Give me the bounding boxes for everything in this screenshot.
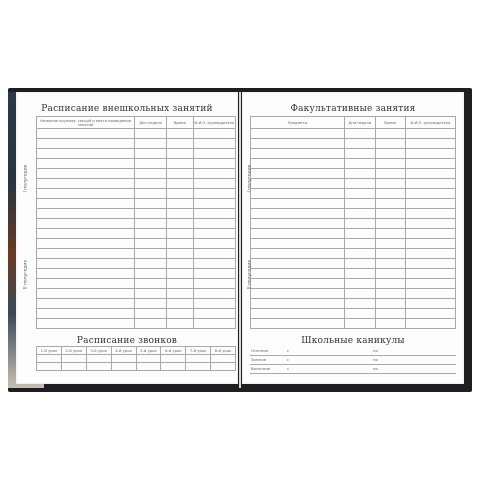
- table-cell: [345, 229, 375, 239]
- table-cell: [345, 279, 375, 289]
- table-cell: [375, 169, 405, 179]
- table-cell: [251, 239, 345, 249]
- table-cell: [193, 189, 235, 199]
- table-row: [37, 199, 236, 209]
- table-cell: [167, 189, 193, 199]
- table-cell: [405, 299, 455, 309]
- table-cell: [251, 289, 345, 299]
- table-cell: [375, 129, 405, 139]
- table-cell: [134, 249, 166, 259]
- bell-lesson-6: 6-й урок: [161, 347, 186, 355]
- table-cell: [251, 129, 345, 139]
- table-cell: [167, 299, 193, 309]
- table-cell: [167, 289, 193, 299]
- table-cell: [193, 309, 235, 319]
- table-cell: [167, 259, 193, 269]
- table-cell: [345, 159, 375, 169]
- col-header-time: Время: [167, 117, 193, 129]
- table-row: [37, 139, 236, 149]
- table-row: [37, 269, 236, 279]
- table-cell: [251, 219, 345, 229]
- bell-lesson-1: 1-й урок: [37, 347, 62, 355]
- table-cell: [134, 239, 166, 249]
- table-cell: [345, 169, 375, 179]
- table-cell: [375, 209, 405, 219]
- bell-cell: [61, 363, 86, 371]
- table-cell: [193, 319, 235, 329]
- table-row: [37, 289, 236, 299]
- bell-cell: [111, 355, 136, 363]
- table-cell: [193, 199, 235, 209]
- table-cell: [37, 129, 135, 139]
- table-row: [37, 229, 236, 239]
- table-cell: [405, 279, 455, 289]
- table-row: [37, 159, 236, 169]
- table-cell: [345, 289, 375, 299]
- table-row: [251, 309, 456, 319]
- table-cell: [345, 259, 375, 269]
- table-cell: [134, 189, 166, 199]
- table-cell: [167, 129, 193, 139]
- table-cell: [134, 259, 166, 269]
- table-cell: [167, 139, 193, 149]
- electives-table: [247, 116, 456, 329]
- col-header-time: Время: [375, 117, 405, 129]
- bell-cell: [111, 363, 136, 371]
- left-page: [16, 92, 238, 384]
- vacation-name: Зимние: [250, 355, 286, 364]
- table-cell: [251, 139, 345, 149]
- vacations-title: Школьные каникулы: [301, 336, 405, 346]
- table-cell: [405, 289, 455, 299]
- table-cell: [375, 139, 405, 149]
- table-cell: [167, 199, 193, 209]
- table-cell: [251, 189, 345, 199]
- vacation-to: по: [372, 355, 456, 364]
- table-cell: [134, 279, 166, 289]
- table-cell: [167, 229, 193, 239]
- vacation-name: Весенние: [250, 364, 286, 373]
- first-half-label: I полугодие: [23, 164, 29, 193]
- table-row: [251, 159, 456, 169]
- table-cell: [37, 239, 135, 249]
- table-cell: [405, 239, 455, 249]
- table-cell: [37, 199, 135, 209]
- vacation-name: Осенние: [250, 346, 286, 355]
- vacation-row: [250, 355, 456, 364]
- bell-cell: [161, 355, 186, 363]
- table-cell: [251, 209, 345, 219]
- table-cell: [193, 229, 235, 239]
- table-row: [37, 319, 236, 329]
- table-cell: [193, 179, 235, 189]
- table-cell: [251, 169, 345, 179]
- table-cell: [134, 179, 166, 189]
- table-cell: [37, 209, 135, 219]
- bell-cell: [37, 363, 62, 371]
- table-cell: [375, 309, 405, 319]
- second-half-label: II полугодие: [23, 259, 29, 290]
- table-cell: [134, 159, 166, 169]
- table-cell: [193, 209, 235, 219]
- bell-cell: [186, 355, 211, 363]
- table-row: [251, 199, 456, 209]
- table-cell: [37, 189, 135, 199]
- table-cell: [345, 249, 375, 259]
- table-cell: [134, 129, 166, 139]
- table-row: [251, 269, 456, 279]
- table-cell: [134, 319, 166, 329]
- table-cell: [167, 159, 193, 169]
- table-cell: [193, 299, 235, 309]
- first-half-label: I полугодие: [247, 164, 253, 193]
- table-cell: [405, 309, 455, 319]
- table-row: [251, 319, 456, 329]
- table-row: [251, 229, 456, 239]
- table-cell: [193, 279, 235, 289]
- bells-title: Расписание звонков: [76, 336, 178, 346]
- table-cell: [251, 279, 345, 289]
- table-cell: [37, 269, 135, 279]
- table-cell: [345, 269, 375, 279]
- table-cell: [375, 219, 405, 229]
- table-row: [251, 259, 456, 269]
- table-cell: [37, 219, 135, 229]
- table-cell: [167, 319, 193, 329]
- table-cell: [375, 159, 405, 169]
- vacation-to: по: [372, 346, 456, 355]
- table-cell: [134, 229, 166, 239]
- table-row: [251, 239, 456, 249]
- table-cell: [251, 319, 345, 329]
- table-cell: [405, 219, 455, 229]
- table-cell: [375, 299, 405, 309]
- table-row: [37, 169, 236, 179]
- table-cell: [375, 289, 405, 299]
- table-row: [251, 139, 456, 149]
- table-cell: [37, 299, 135, 309]
- table-cell: [167, 279, 193, 289]
- bell-lesson-2: 2-й урок: [61, 347, 86, 355]
- table-cell: [193, 129, 235, 139]
- extracurricular-table: [36, 116, 236, 329]
- bell-cell: [161, 363, 186, 371]
- table-cell: [375, 189, 405, 199]
- table-cell: [37, 179, 135, 189]
- table-cell: [345, 199, 375, 209]
- bells-table: [36, 346, 236, 371]
- table-cell: [134, 209, 166, 219]
- table-row: [251, 189, 456, 199]
- table-cell: [251, 309, 345, 319]
- right-page: [242, 92, 464, 384]
- table-cell: [345, 179, 375, 189]
- table-row: [37, 149, 236, 159]
- table-cell: [375, 199, 405, 209]
- table-cell: [37, 229, 135, 239]
- table-cell: [405, 149, 455, 159]
- bell-lesson-3: 3-й урок: [86, 347, 111, 355]
- table-cell: [405, 209, 455, 219]
- table-cell: [405, 319, 455, 329]
- table-cell: [37, 249, 135, 259]
- table-row: [37, 179, 236, 189]
- table-row: [37, 259, 236, 269]
- table-row: [251, 279, 456, 289]
- book-spine: [239, 92, 241, 388]
- table-header-row: [37, 117, 236, 129]
- table-cell: [251, 199, 345, 209]
- table-cell: [345, 239, 375, 249]
- bell-cell: [186, 363, 211, 371]
- bell-cell: [86, 355, 111, 363]
- table-cell: [37, 259, 135, 269]
- bell-cell: [136, 363, 161, 371]
- table-cell: [167, 309, 193, 319]
- table-cell: [251, 269, 345, 279]
- table-row: [251, 209, 456, 219]
- col-header-supervisor: Ф.И.О. руководителя: [193, 117, 235, 129]
- table-cell: [134, 199, 166, 209]
- table-cell: [375, 239, 405, 249]
- table-cell: [193, 169, 235, 179]
- table-cell: [167, 219, 193, 229]
- table-cell: [345, 219, 375, 229]
- table-cell: [37, 309, 135, 319]
- table-cell: [345, 299, 375, 309]
- table-cell: [193, 139, 235, 149]
- table-cell: [405, 179, 455, 189]
- table-header-row: [251, 117, 456, 129]
- table-cell: [345, 209, 375, 219]
- table-cell: [134, 299, 166, 309]
- table-cell: [193, 149, 235, 159]
- table-cell: [37, 139, 135, 149]
- vacation-row: [250, 364, 456, 373]
- table-cell: [134, 309, 166, 319]
- bell-lesson-8: 8-й урок: [211, 347, 236, 355]
- table-cell: [345, 319, 375, 329]
- table-cell: [167, 209, 193, 219]
- col-header-clubs: Название кружков, секций и места проведения занятий: [37, 117, 135, 129]
- bell-cell: [61, 355, 86, 363]
- table-cell: [405, 269, 455, 279]
- table-cell: [134, 149, 166, 159]
- vacation-from: с: [286, 355, 372, 364]
- table-cell: [375, 269, 405, 279]
- vacation-row: [250, 346, 456, 355]
- table-cell: [345, 189, 375, 199]
- table-cell: [193, 249, 235, 259]
- table-cell: [251, 179, 345, 189]
- table-cell: [134, 289, 166, 299]
- table-cell: [375, 279, 405, 289]
- table-cell: [167, 149, 193, 159]
- table-cell: [405, 229, 455, 239]
- left-page-title: Расписание внешкольных занятий: [41, 104, 213, 114]
- table-cell: [251, 299, 345, 309]
- bell-lesson-7: 7-й урок: [186, 347, 211, 355]
- table-cell: [405, 249, 455, 259]
- table-row: [37, 239, 236, 249]
- bell-lesson-5: 5-й урок: [136, 347, 161, 355]
- table-cell: [193, 269, 235, 279]
- table-row: [37, 209, 236, 219]
- second-half-label: II полугодие: [247, 259, 253, 290]
- table-cell: [375, 179, 405, 189]
- table-cell: [405, 129, 455, 139]
- bell-lesson-4: 4-й урок: [111, 347, 136, 355]
- table-row: [37, 129, 236, 139]
- bell-cell: [86, 363, 111, 371]
- table-row: [251, 169, 456, 179]
- table-cell: [405, 259, 455, 269]
- table-cell: [251, 159, 345, 169]
- table-row: [251, 299, 456, 309]
- col-header-days: Дни недели: [134, 117, 166, 129]
- table-row: [251, 249, 456, 259]
- col-header-days: Дни недели: [345, 117, 375, 129]
- table-cell: [134, 269, 166, 279]
- table-cell: [251, 249, 345, 259]
- table-cell: [251, 229, 345, 239]
- table-cell: [193, 219, 235, 229]
- table-cell: [375, 249, 405, 259]
- table-cell: [345, 309, 375, 319]
- col-header-subjects: Предметы: [251, 117, 345, 129]
- table-row: [37, 299, 236, 309]
- table-cell: [405, 139, 455, 149]
- vacation-to: по: [372, 364, 456, 373]
- col-header-supervisor: Ф.И.О. руководителя: [405, 117, 455, 129]
- table-cell: [405, 169, 455, 179]
- table-cell: [375, 259, 405, 269]
- table-cell: [37, 149, 135, 159]
- table-cell: [345, 149, 375, 159]
- right-page-title: Факультативные занятия: [290, 104, 416, 114]
- table-row: [37, 189, 236, 199]
- vacations-table: [250, 346, 456, 374]
- table-cell: [375, 229, 405, 239]
- table-row: [251, 179, 456, 189]
- table-cell: [405, 189, 455, 199]
- bell-cell: [211, 363, 236, 371]
- table-row: [251, 219, 456, 229]
- table-cell: [167, 269, 193, 279]
- table-cell: [193, 159, 235, 169]
- bell-cell: [136, 355, 161, 363]
- table-cell: [345, 129, 375, 139]
- bell-cell: [37, 355, 62, 363]
- table-row: [37, 279, 236, 289]
- table-row: [251, 149, 456, 159]
- table-cell: [37, 319, 135, 329]
- table-cell: [193, 289, 235, 299]
- table-cell: [167, 249, 193, 259]
- table-cell: [405, 199, 455, 209]
- table-cell: [167, 239, 193, 249]
- table-cell: [375, 149, 405, 159]
- table-row: [251, 289, 456, 299]
- table-cell: [193, 239, 235, 249]
- table-cell: [37, 159, 135, 169]
- bell-cell: [211, 355, 236, 363]
- table-cell: [251, 149, 345, 159]
- table-cell: [37, 289, 135, 299]
- table-cell: [134, 169, 166, 179]
- table-cell: [134, 139, 166, 149]
- table-cell: [167, 179, 193, 189]
- table-cell: [251, 259, 345, 269]
- table-row: [37, 249, 236, 259]
- table-cell: [345, 139, 375, 149]
- vacation-from: с: [286, 346, 372, 355]
- table-cell: [134, 219, 166, 229]
- table-cell: [37, 279, 135, 289]
- table-cell: [167, 169, 193, 179]
- table-row: [37, 219, 236, 229]
- table-row: [251, 129, 456, 139]
- table-cell: [375, 319, 405, 329]
- table-cell: [37, 169, 135, 179]
- vacation-from: с: [286, 364, 372, 373]
- table-cell: [405, 159, 455, 169]
- table-cell: [193, 259, 235, 269]
- table-row: [37, 309, 236, 319]
